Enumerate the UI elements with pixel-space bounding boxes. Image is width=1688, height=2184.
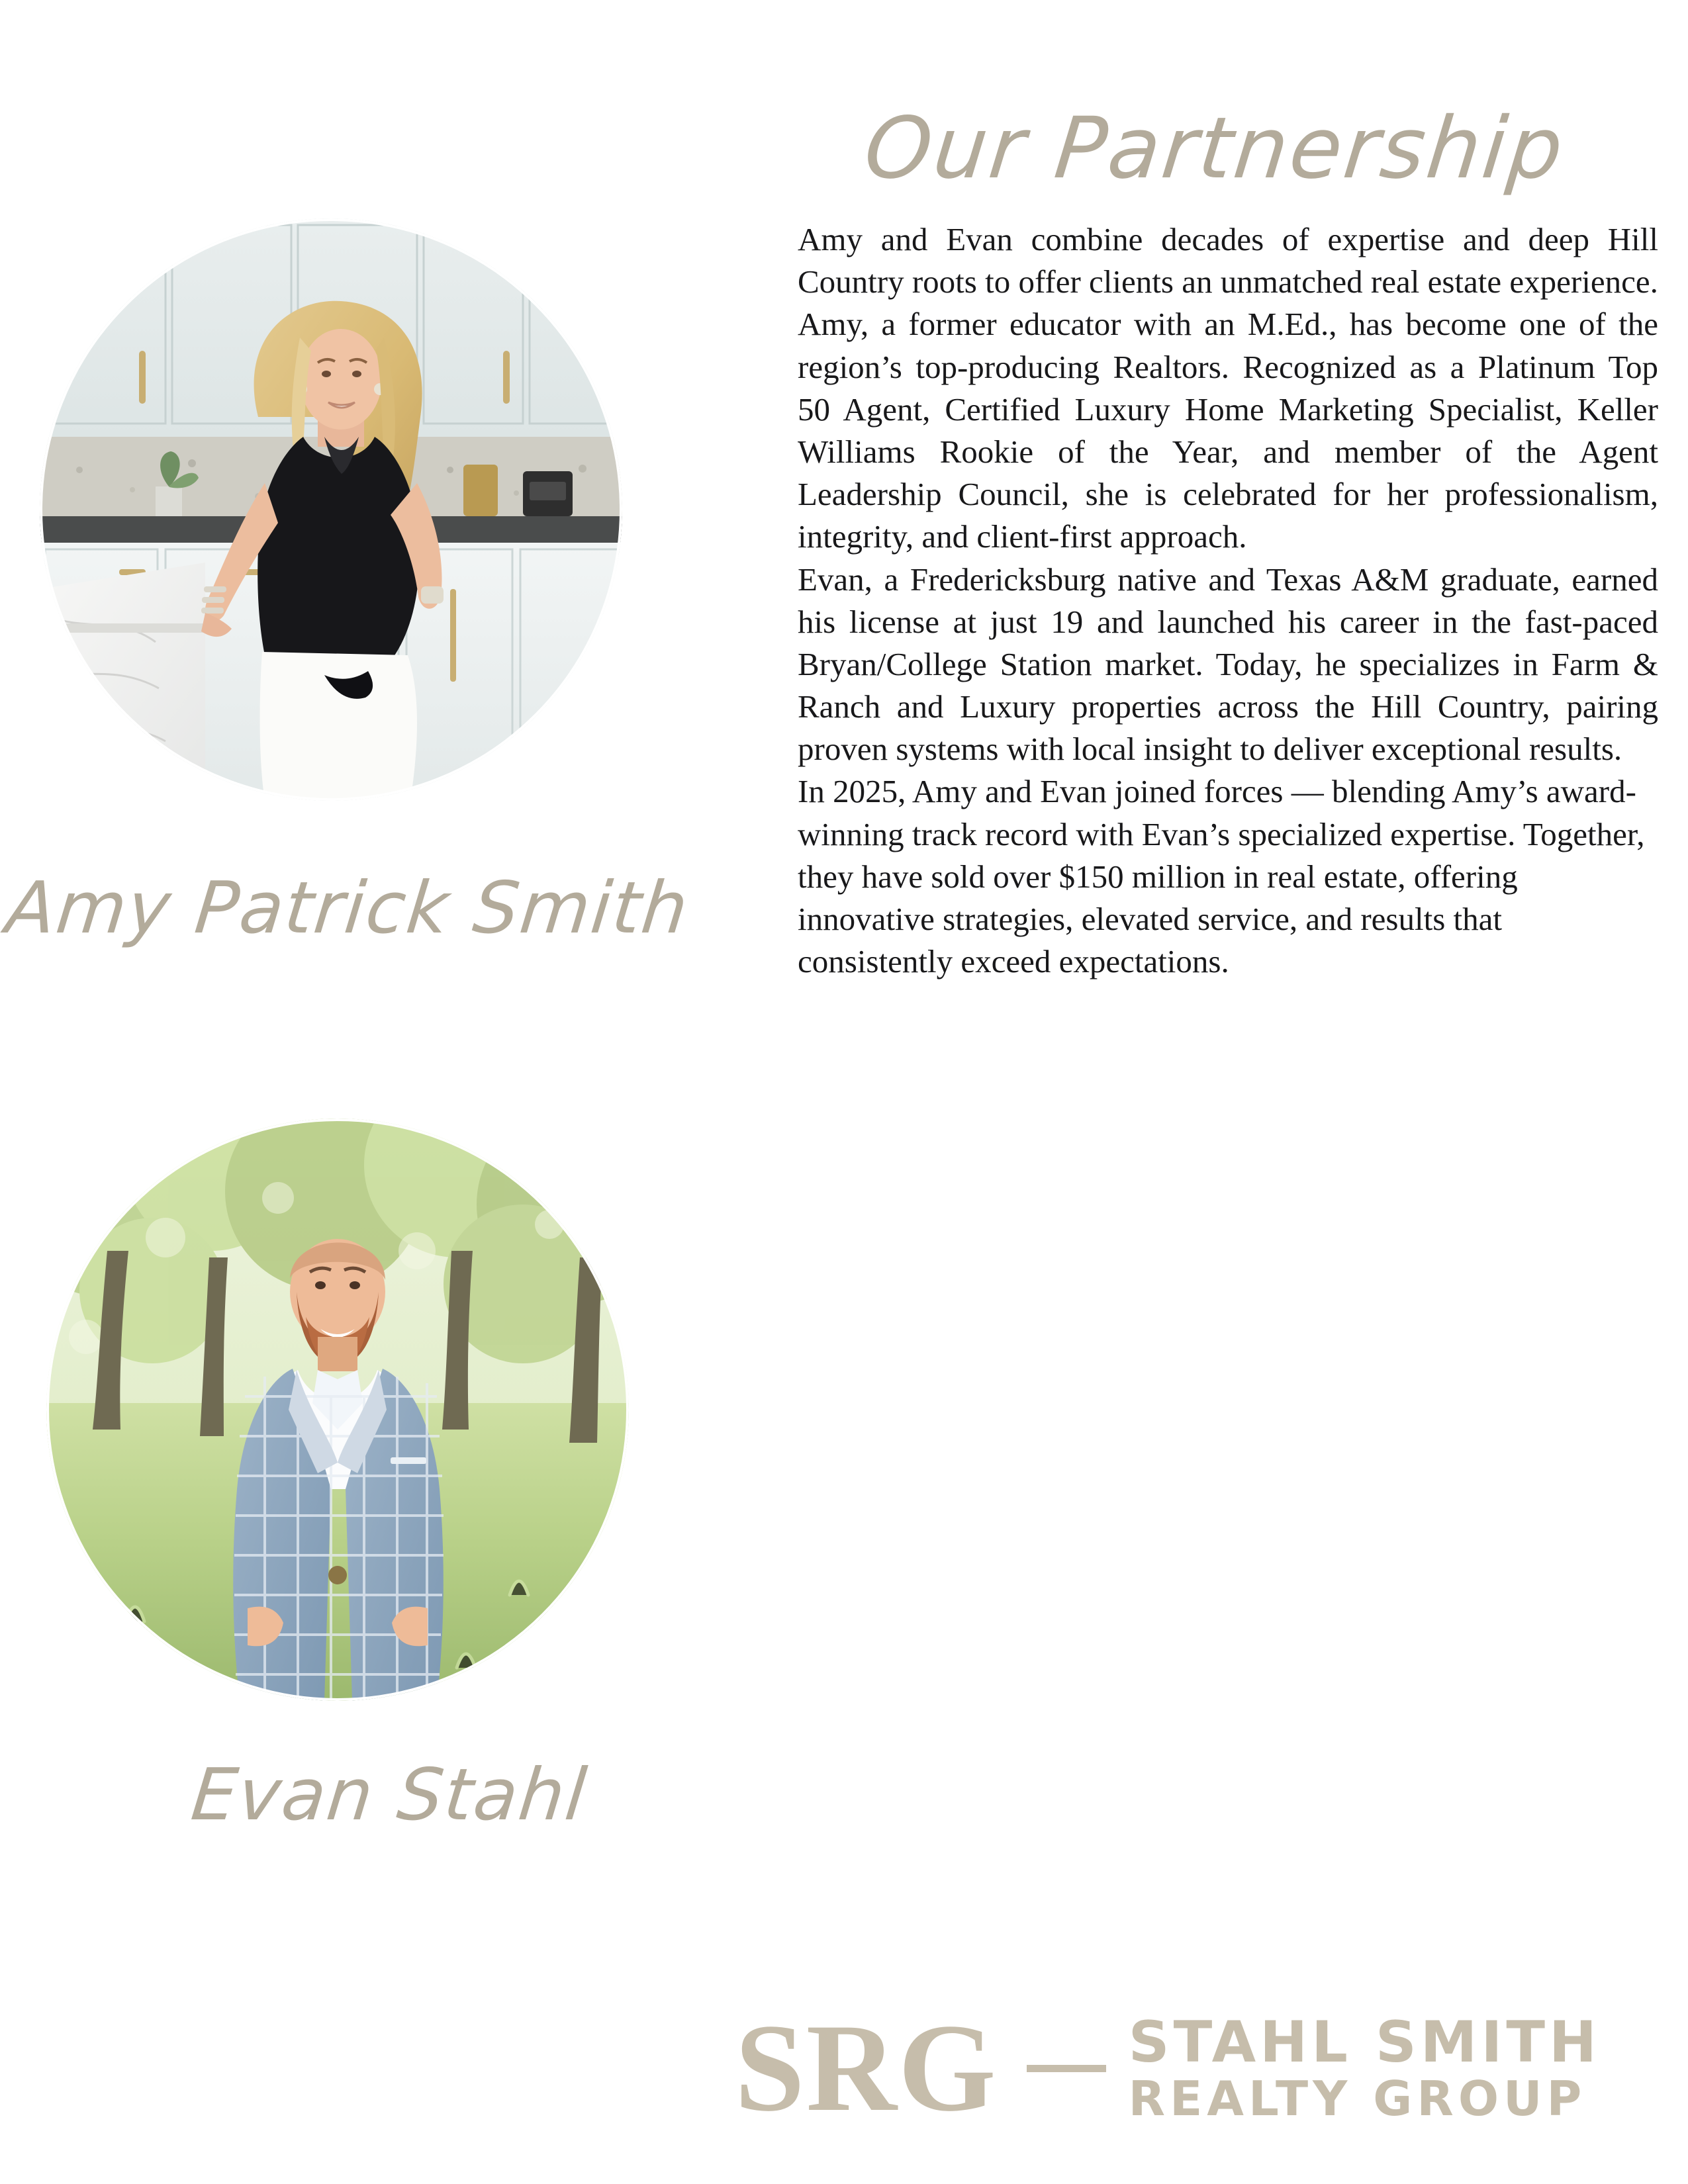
portrait-column bbox=[0, 0, 728, 2184]
logo-divider-icon bbox=[1027, 2065, 1106, 2072]
evan-portrait-block bbox=[46, 1118, 629, 1701]
logo-line-2: REALTY GROUP bbox=[1128, 2070, 1587, 2126]
logo-line-1: STAHL SMITH bbox=[1128, 2009, 1601, 2075]
amy-name-label: Amy Patrick Smith bbox=[2, 867, 693, 950]
paragraph-together: In 2025, Amy and Evan joined forces — blending Amy’s award-winning track record with Evan’s specialized expertise. Together, they have sold over $150 million in real estate, offering innovative strategies, elevated service, and results that consistently exceed expectations. bbox=[798, 773, 1645, 980]
paragraph-intro: Amy and Evan combine decades of expertise and deep Hill Country roots to offer clients an unmatched real estate experience. bbox=[798, 221, 1658, 300]
text-column bbox=[728, 0, 1688, 2184]
amy-portrait-block bbox=[40, 218, 622, 801]
paragraph-evan: Evan, a Fredericksburg native and Texas A&M graduate, earned his license at just 19 and launched his career in the fast-paced Bryan/College Station market. Today, he specializes in Farm & Ranch and Luxury properties across the Hill Country, pairing proven systems with local insight to deliver exceptional results. bbox=[798, 561, 1658, 768]
logo-wordmark bbox=[1128, 2009, 1601, 2126]
logo-monogram: SRG bbox=[735, 1999, 998, 2138]
evan-portrait bbox=[46, 1118, 629, 1701]
evan-name-label: Evan Stahl bbox=[187, 1754, 592, 1837]
amy-portrait bbox=[40, 218, 622, 801]
paragraph-amy: Amy, a former educator with an M.Ed., has become one of the region’s top-producing Realtors. Recognized as a Platinum Top 50 Agent, Certified Luxury Home Marketing Specialist, Keller Williams Rookie of the Year, and member of the Agent Leadership Council, she is celebrated for her professionalism, integrity, and client-first approach. bbox=[798, 306, 1658, 555]
brand-logo bbox=[735, 1992, 1622, 2144]
page-title: Our Partnership bbox=[860, 99, 1570, 198]
partnership-body bbox=[798, 218, 1658, 983]
